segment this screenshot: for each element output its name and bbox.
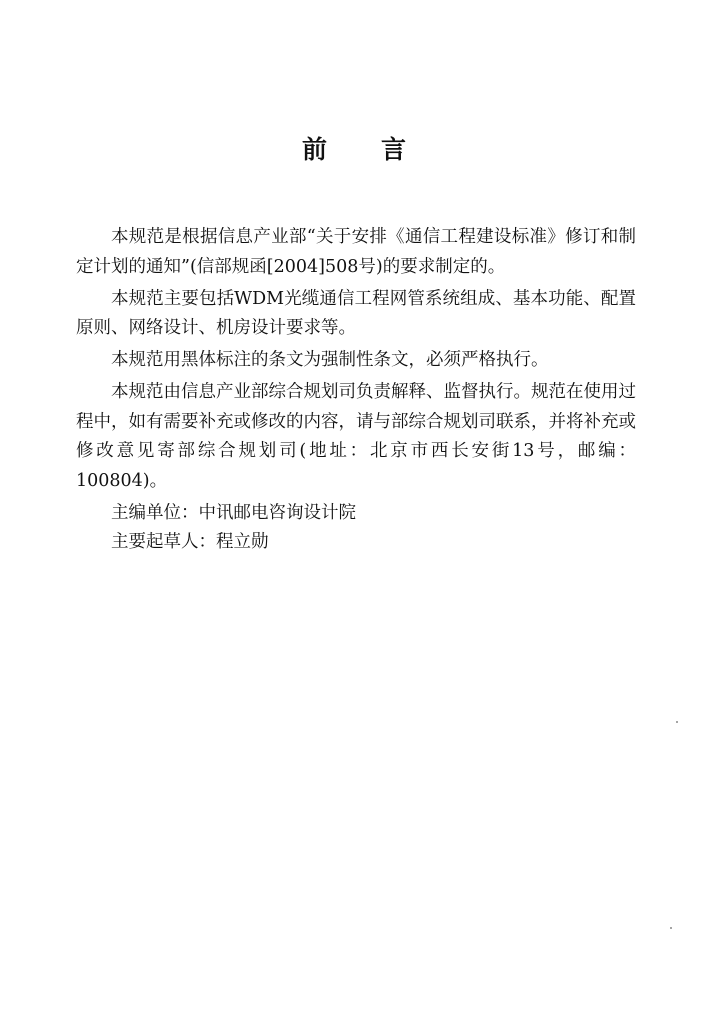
drafter-value: 程立勋 xyxy=(216,532,269,552)
scan-speck xyxy=(676,721,678,723)
page-title xyxy=(0,132,710,168)
title-char-2: 言 xyxy=(381,135,409,164)
paragraph-basis: 本规范是根据信息产业部“关于安排《通信工程建设标准》修订和制定计划的通知”(信部规函[2004]508号)的要求制定的。 xyxy=(76,227,636,277)
drafter-label: 主要起草人： xyxy=(111,532,216,552)
editor-label: 主编单位： xyxy=(111,502,199,523)
preface-body xyxy=(76,223,636,558)
editor-line xyxy=(76,499,636,529)
paragraph-mandatory: 本规范用黑体标注的条文为强制性条文，必须严格执行。 xyxy=(111,350,549,370)
paragraph-interpretation: 本规范由信息产业部综合规划司负责解释、监督执行。规范在使用过程中，如有需要补充或修改的内容，请与部综合规划司联系，并将补充或修改意见寄部综合规划司(地址：北京市西长安街13号，邮编：100804)。 xyxy=(76,382,636,491)
editor-value: 中讯邮电咨询设计院 xyxy=(198,502,356,523)
title-char-1: 前 xyxy=(301,135,329,164)
drafter-line xyxy=(76,528,636,558)
scan-speck xyxy=(670,927,672,929)
paragraph-scope: 本规范主要包括WDM光缆通信工程网管系统组成、基本功能、配置原则、网络设计、机房设计要求等。 xyxy=(76,288,636,338)
